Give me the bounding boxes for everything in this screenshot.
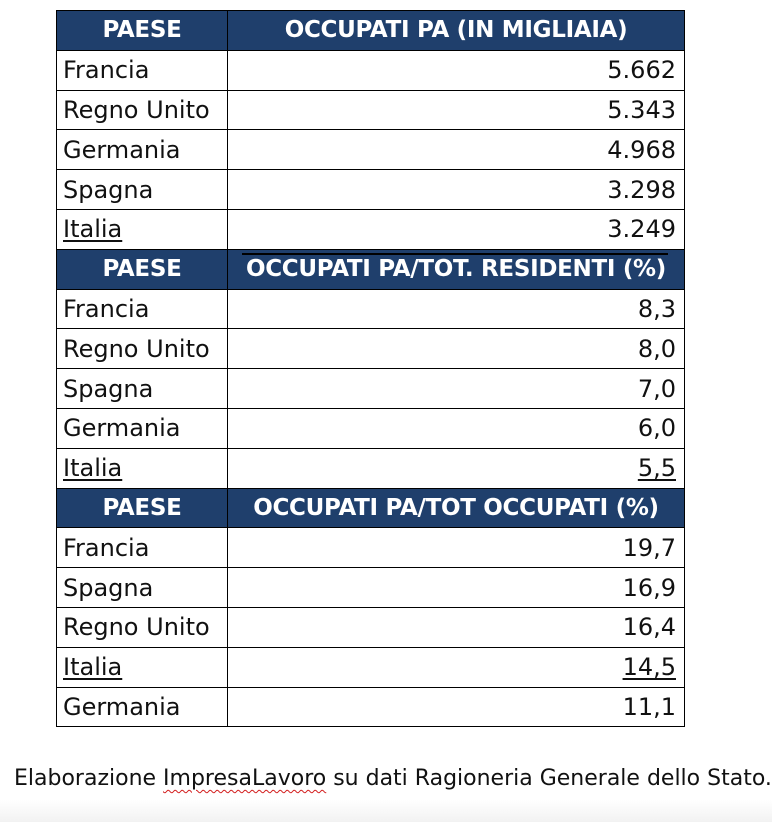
country-cell: Spagna <box>57 568 228 608</box>
value-cell: 5.343 <box>228 90 685 130</box>
header-country: PAESE <box>57 488 228 528</box>
value-cell: 3.249 <box>228 209 685 249</box>
country-cell: Spagna <box>57 170 228 210</box>
value-cell <box>228 448 685 488</box>
page-bottom-edge <box>0 800 772 822</box>
table-row <box>57 170 685 210</box>
table-header <box>57 249 685 289</box>
table-row <box>57 408 685 448</box>
country-cell: Regno Unito <box>57 90 228 130</box>
country-cell: Regno Unito <box>57 607 228 647</box>
header-metric: OCCUPATI PA/TOT OCCUPATI (%) <box>228 488 685 528</box>
value-cell: 16,4 <box>228 607 685 647</box>
table-row <box>57 528 685 568</box>
country-cell <box>57 209 228 249</box>
table-row <box>57 607 685 647</box>
value-cell: 5.662 <box>228 50 685 90</box>
country-cell: Germania <box>57 687 228 727</box>
table-row <box>57 50 685 90</box>
value-cell: 8,3 <box>228 289 685 329</box>
table-row <box>57 568 685 608</box>
value-cell: 6,0 <box>228 408 685 448</box>
country-label: Italia <box>63 454 123 483</box>
value-cell: 16,9 <box>228 568 685 608</box>
country-cell: Francia <box>57 50 228 90</box>
value-cell: 8,0 <box>228 329 685 369</box>
caption-source-name: ImpresaLavoro <box>163 766 327 791</box>
value-cell: 19,7 <box>228 528 685 568</box>
country-cell: Regno Unito <box>57 329 228 369</box>
header-country: PAESE <box>57 249 228 289</box>
table-row <box>57 369 685 409</box>
country-cell: Spagna <box>57 369 228 409</box>
table-row <box>57 329 685 369</box>
country-cell <box>57 448 228 488</box>
country-label: Italia <box>63 653 123 682</box>
table-row-italia <box>57 448 685 488</box>
value-cell: 4.968 <box>228 130 685 170</box>
country-cell: Germania <box>57 130 228 170</box>
value-cell: 3.298 <box>228 170 685 210</box>
value-cell: 7,0 <box>228 369 685 409</box>
table-row <box>57 289 685 329</box>
header-metric: OCCUPATI PA/TOT. RESIDENTI (%) <box>228 249 685 289</box>
source-caption <box>14 766 772 791</box>
country-cell: Francia <box>57 289 228 329</box>
table-row <box>57 687 685 727</box>
country-cell <box>57 647 228 687</box>
table-row-italia <box>57 647 685 687</box>
value-cell <box>228 647 685 687</box>
country-cell: Germania <box>57 408 228 448</box>
value-label: 5,5 <box>637 454 676 483</box>
table-header <box>57 11 685 51</box>
table-row <box>57 90 685 130</box>
data-table <box>56 10 685 727</box>
caption-prefix: Elaborazione <box>14 766 164 791</box>
table-header <box>57 488 685 528</box>
table-row <box>57 130 685 170</box>
header-country: PAESE <box>57 11 228 51</box>
header-metric: OCCUPATI PA (IN MIGLIAIA) <box>228 11 685 51</box>
value-label: 14,5 <box>622 653 676 682</box>
value-cell: 11,1 <box>228 687 685 727</box>
caption-suffix: su dati Ragioneria Generale dello Stato. <box>326 766 772 791</box>
country-label: Italia <box>63 215 123 244</box>
country-cell: Francia <box>57 528 228 568</box>
italia-underline <box>242 253 668 255</box>
table-row-italia <box>57 209 685 249</box>
